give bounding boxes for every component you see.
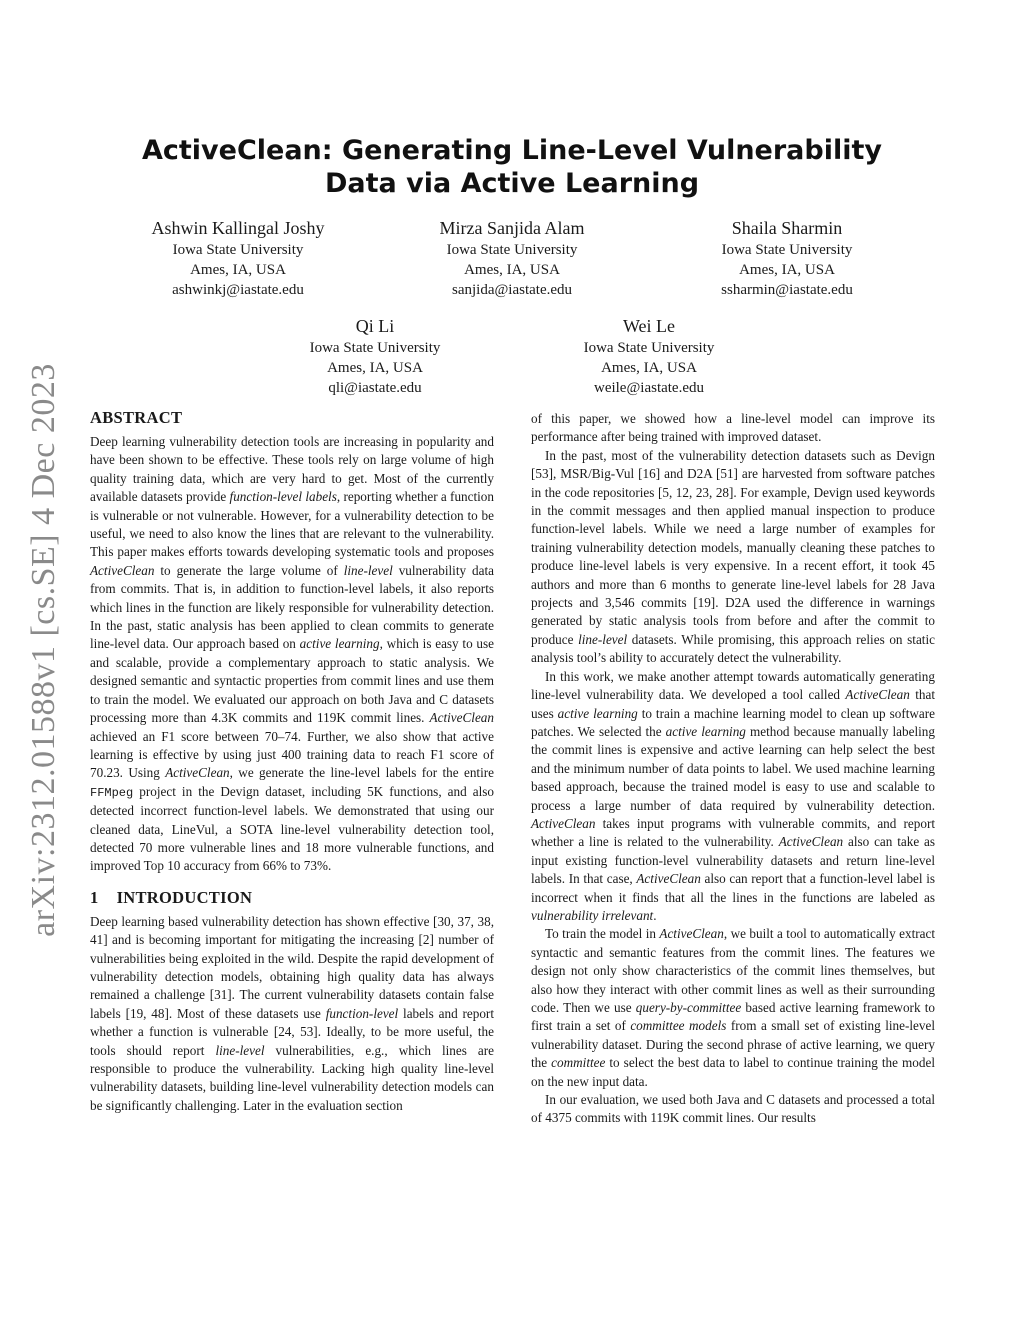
paper-title: ActiveClean: Generating Line-Level Vulnerability Data via Active Learning (141, 135, 882, 199)
intro-paragraph: In this work, we make another attempt towards automatically generating line-level vulnerability data. We developed a tool called ActiveClean that uses active learning to train a machine learning model to clean up software patches. We selected the active learning method because manually labeling the commit lines is expensive and active learning can help select the best and the minimum number of data points to label. We used machine learning based approach, because the trained model is easy to use and scalable to process a large number of data required by vulnerability detection. ActiveClean takes input programs with vulnerable commits, and report whether a line is related to the vulnerability. ActiveClean also can take as input existing function-level vulnerability datasets and return line-level labels. In that case, ActiveClean also can report that a function-level label is incorrect when it finds that all the lines in the functions are labeled as vulnerability irrelevant. (531, 668, 936, 923)
author-2 (382, 216, 642, 300)
intro-paragraph: In the past, most of the vulnerability detection datasets such as Devign [53], MSR/Big-Vul [16] and D2A [51] are harvested from software patches in the code repositories [5, 12, 23, 28]. For example, Devign used keywords in the commit messages and then applied manual inspection to produce function-level labels. While we need a large number of examples for training vulnerability detection models, manually cleaning these patches to produce line-level labels is very expensive. In a recent effort, it took 45 authors and more than 6 months to generate line-level labels for 28 Java projects and 3,546 commits [19]. D2A used the difference in warnings generated by static analysis tools from before and after the commit to produce line-level datasets. While promising, this approach relies on static analysis tool’s ability to accurately detect the vulnerability. (531, 447, 935, 666)
author-name: Shaila Sharmin (731, 218, 843, 238)
abstract-heading: ABSTRACT (90, 408, 183, 427)
right-column (531, 410, 935, 1128)
author-location: Ames, IA, USA (739, 262, 835, 278)
intro-paragraph: Deep learning based vulnerability detection has shown effective [30, 37, 38, 41] and is becoming important for mitigating the increasing [2] number of vulnerabilities being exploited in the wild. Despite the rapid development of vulnerability detection models, obtaining high quality data has always remained a challenge [31]. The current vulnerability datasets contain false labels [19, 48]. Most of these datasets use function-level labels and report whether a function is vulnerable [24, 53]. Ideally, to be more useful, the tools should report line-level vulnerabilities, e.g., which lines are responsible to produce the vulnerability. Lacking high quality line-level vulnerability datasets, building line-level vulnerability detection models can be significantly challenging. Later in the evaluation section (90, 913, 495, 1113)
abstract-paragraph: Deep learning vulnerability detection tools are increasing in popularity and have been shown to be effective. These tools rely on large volume of high quality training data, which are very hard to get. Most of the currently available datasets provide function-level labels, reporting whether a function is vulnerable or not vulnerable. However, for a vulnerability detection to be useful, we need to also know the lines that are relevant to the vulnerability. This paper makes efforts towards developing systematic tools and proposes ActiveClean to generate the large volume of line-level vulnerability data from commits. That is, in addition to function-level labels, it also reports which lines in the function are likely responsible for vulnerability detection. In the past, static analysis has been applied to clean commits to generate line-level data. Our approach based on active learning, which is easy to use and scalable, provide a complementary approach to static analysis. We designed semantic and syntactic properties from commit lines and use them to train the model. We evaluated our approach on both Java and C datasets processing more than 4.3K commits and 119K commit lines. ActiveClean achieved an F1 score between 70–74. Further, we also show that active learning is effective by using just 400 training data to reach F1 score of 70.23. Using ActiveClean, we generate the line-level labels for the entire FFMpeg project in the Devign dataset, including 5K functions, and also detected incorrect function-level labels. We demonstrated that using our cleaned data, LineVul, a SOTA line-level vulnerability detection tool, detected 70 more vulnerable lines and 18 more vulnerable functions, and improved Top 10 accuracy from 66% to 73%. (90, 434, 495, 874)
author-affiliation: Iowa State University (721, 242, 853, 258)
author-email: sanjida@iastate.edu (451, 282, 573, 298)
author-location: Ames, IA, USA (190, 262, 286, 278)
author-email: weile@iastate.edu (593, 380, 705, 396)
author-4 (245, 314, 505, 398)
intro-paragraph: In our evaluation, we used both Java and C datasets and processed a total of 4375 commits with 119K commit lines. Our results (531, 1092, 935, 1126)
author-location: Ames, IA, USA (464, 262, 560, 278)
intro-paragraph: To train the model in ActiveClean, we built a tool to automatically extract syntactic and semantic features from the commit lines. The features we design not only show characteristics of the commit lines themselves, but also how they interact with other commit lines as well as their surrounding code. Then we use query-by-committee based active learning framework to first train a set of committee models from a small set of existing line-level vulnerability dataset. During the second phrase of active learning, we query the committee to select the best data to label to continue training the model on the new input data. (531, 926, 936, 1089)
author-email: qli@iastate.edu (328, 380, 422, 396)
author-affiliation: Iowa State University (172, 242, 304, 258)
arxiv-watermark: arXiv:2312.01588v1 [cs.SE] 4 Dec 2023 (25, 363, 62, 937)
author-affiliation: Iowa State University (583, 340, 715, 356)
left-column (90, 408, 494, 1115)
author-name: Ashwin Kallingal Joshy (151, 218, 325, 238)
author-email: ssharmin@iastate.edu (721, 282, 853, 298)
author-name: Mirza Sanjida Alam (439, 218, 585, 238)
author-1 (108, 216, 368, 300)
author-location: Ames, IA, USA (327, 360, 423, 376)
author-affiliation: Iowa State University (309, 340, 441, 356)
author-3 (657, 216, 917, 300)
author-location: Ames, IA, USA (601, 360, 697, 376)
author-5 (519, 314, 779, 398)
author-name: Qi Li (355, 316, 395, 336)
author-email: ashwinkj@iastate.edu (172, 282, 304, 298)
author-name: Wei Le (622, 316, 676, 336)
intro-heading: 1 INTRODUCTION (90, 887, 253, 907)
author-affiliation: Iowa State University (446, 242, 578, 258)
intro-paragraph-cont: of this paper, we showed how a line-level model can improve its performance after being trained with improved dataset. (531, 411, 935, 445)
